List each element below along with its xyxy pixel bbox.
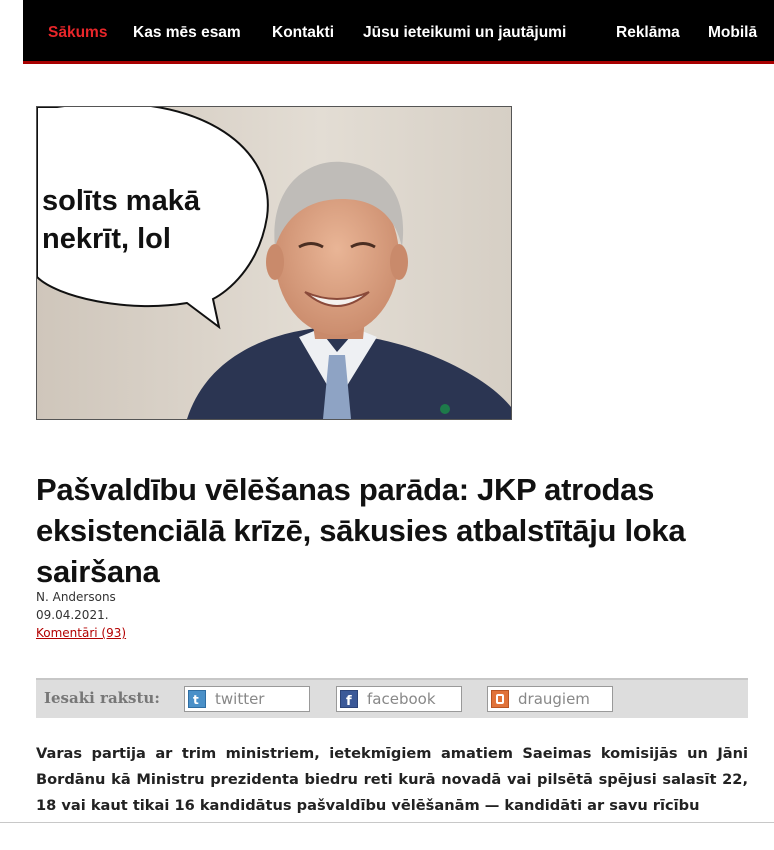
divider	[0, 822, 774, 823]
share-facebook-button[interactable]	[336, 686, 462, 712]
share-facebook-label: facebook	[367, 690, 436, 708]
share-twitter-button[interactable]	[184, 686, 310, 712]
nav-item-kontakti[interactable]: Kontakti	[272, 24, 334, 41]
comments-link[interactable]: Komentāri (93)	[36, 626, 127, 640]
nav-item-ieteikumi[interactable]: Jūsu ieteikumi un jautājumi	[363, 24, 567, 41]
share-label: Iesaki rakstu:	[44, 689, 160, 707]
article-title[interactable]: Pašvaldību vēlēšanas parāda: JKP atrodas eksistenciālā krīzē, sākusies atbalstītāju loka sairšana	[36, 472, 686, 589]
top-navigation	[23, 0, 774, 64]
nav-item-reklama[interactable]: Reklāma	[616, 24, 680, 41]
article-date: 09.04.2021.	[36, 608, 109, 622]
share-draugiem-button[interactable]	[487, 686, 613, 712]
nav-item-kas-mes-esam[interactable]: Kas mēs esam	[133, 24, 241, 41]
speech-bubble-text: solīts makā nekrīt, lol	[42, 185, 200, 255]
share-twitter-label: twitter	[215, 690, 265, 708]
twitter-icon	[188, 690, 206, 708]
nav-item-mobila[interactable]: Mobilā	[708, 24, 758, 41]
draugiem-icon	[491, 690, 509, 708]
facebook-icon	[340, 690, 358, 708]
svg-text:f: f	[346, 694, 352, 707]
share-draugiem-label: draugiem	[518, 690, 590, 708]
share-bar	[36, 678, 748, 718]
article-body: Varas partija ar trim ministriem, ietekmīgiem amatiem Saeimas komisijās un Jāni Bordānu kā Ministru prezidenta biedru reti kurā novadā vai pilsētā spējusi salasīt 22, 18 vai kaut tikai 16 kandidātus pašvaldību vēlēšanām — kandidāti ar savu rīcību	[36, 745, 748, 814]
nav-item-sakums[interactable]: Sākums	[48, 24, 108, 41]
article-author: N. Andersons	[36, 590, 116, 604]
article-photo	[37, 107, 511, 419]
svg-text:t: t	[193, 693, 199, 707]
article-image[interactable]	[36, 106, 512, 420]
